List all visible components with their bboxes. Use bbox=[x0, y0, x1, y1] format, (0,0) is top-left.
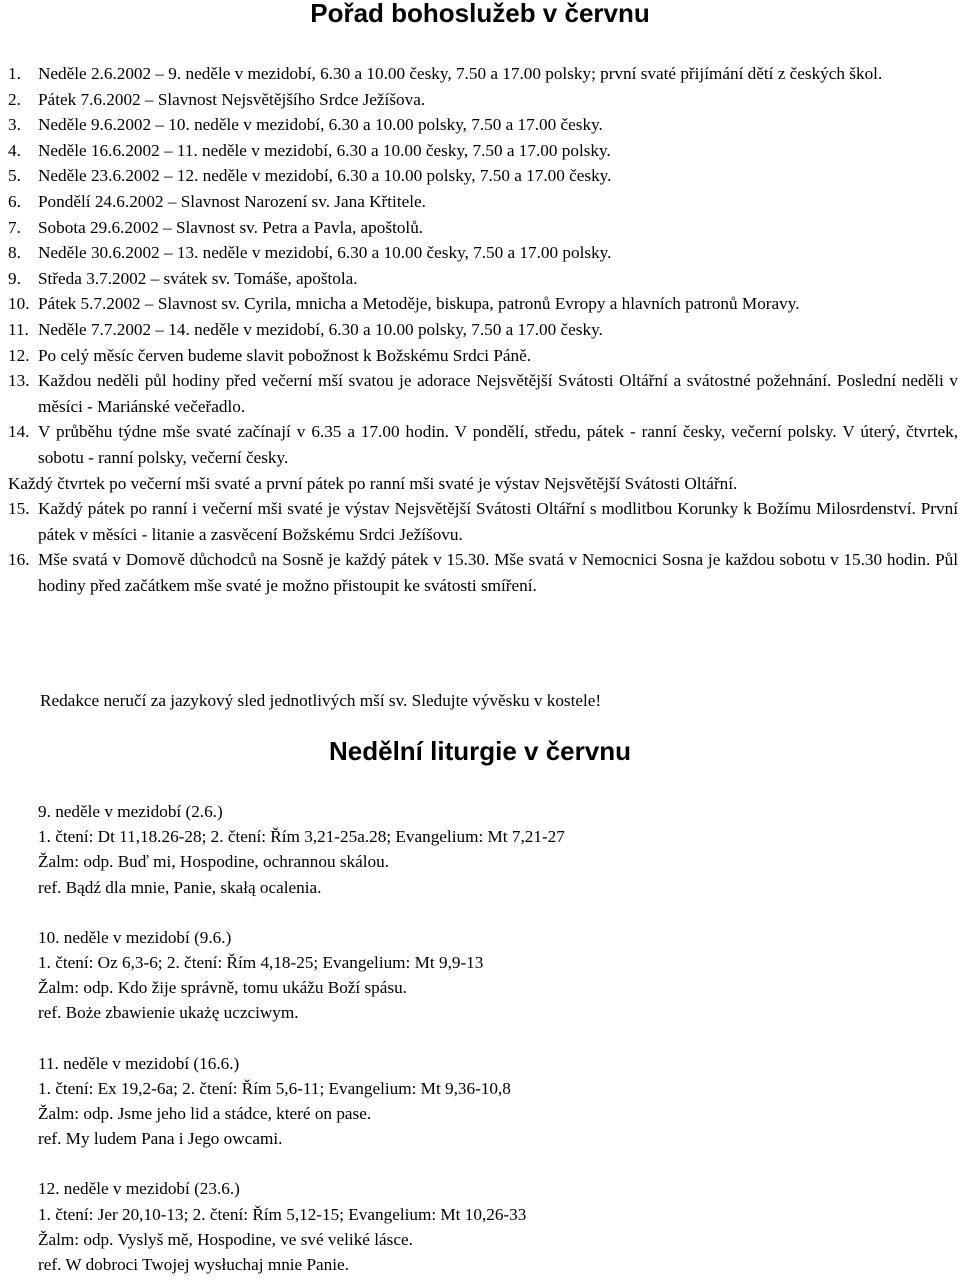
item-number: 5. bbox=[8, 166, 21, 186]
liturgy-sunday bbox=[38, 799, 565, 900]
schedule-item bbox=[8, 291, 958, 317]
item-text: Každou neděli půl hodiny před večerní mší svatou je adorace Nejsvětější Svátosti Oltářní a svátostné požehnání. Poslední neděli v měsíci - Mariánské večeřadlo. bbox=[38, 371, 958, 416]
schedule-item bbox=[8, 547, 958, 598]
liturgy-head: 9. neděle v mezidobí (2.6.) bbox=[38, 802, 223, 821]
item-number: 8. bbox=[8, 243, 21, 263]
liturgy-readings: 1. čtení: Ex 19,2-6a; 2. čtení: Řím 5,6-11; Evangelium: Mt 9,36-10,8 bbox=[38, 1078, 511, 1098]
item-text: Středa 3.7.2002 – svátek sv. Tomáše, apoštola. bbox=[38, 268, 358, 288]
schedule-item bbox=[8, 419, 958, 470]
item-number: 11. bbox=[8, 319, 29, 339]
schedule-item bbox=[8, 317, 958, 343]
item-text: Pátek 5.7.2002 – Slavnost sv. Cyrila, mnicha a Metoděje, biskupa, patronů Evropy a hlavních patronů Moravy. bbox=[38, 294, 800, 314]
item-number: 7. bbox=[8, 217, 21, 237]
liturgy-list bbox=[38, 799, 565, 1277]
item-number: 2. bbox=[8, 89, 21, 109]
liturgy-sunday bbox=[38, 925, 565, 1026]
schedule-item bbox=[8, 61, 958, 87]
disclaimer: Redakce neručí za jazykový sled jednotlivých mší sv. Sledujte vývěsku v kostele! bbox=[40, 691, 602, 710]
schedule-item bbox=[8, 266, 958, 292]
item-number: 15. bbox=[8, 499, 30, 519]
item-text: Každý pátek po ranní i večerní mši svaté je výstav Nejsvětější Svátosti Oltářní s modlitbou Korunky k Božímu Milosrdenství. První pátek v měsíci - litanie a zasvěcení Božskému Srdci Ježíšovu. bbox=[38, 499, 958, 544]
item-text: Neděle 30.6.2002 – 13. neděle v mezidobí, 6.30 a 10.00 česky, 7.50 a 17.00 polsky. bbox=[38, 243, 612, 263]
liturgy-ref: ref. Boże zbawienie ukażę uczciwym. bbox=[38, 1003, 299, 1023]
liturgy-psalm: Žalm: odp. Jsme jeho lid a stádce, které on pase. bbox=[38, 1104, 372, 1124]
schedule-item bbox=[8, 112, 958, 138]
liturgy-psalm: Žalm: odp. Buď mi, Hospodine, ochrannou skálou. bbox=[38, 852, 390, 872]
item-number: 14. bbox=[8, 422, 30, 442]
liturgy-head: 10. neděle v mezidobí (9.6.) bbox=[38, 927, 232, 947]
item-text: Pátek 7.6.2002 – Slavnost Nejsvětějšího Srdce Ježíšova. bbox=[38, 89, 426, 109]
schedule-item bbox=[8, 343, 958, 369]
item-number: 16. bbox=[8, 550, 30, 570]
schedule-item bbox=[8, 163, 958, 189]
item-text: Mše svatá v Domově důchodců na Sosně je každý pátek v 15.30. Mše svatá v Nemocnici Sosna je každou sobotu v 15.30 hodin. Půl hodiny před začátkem mše svaté je možno přistoupit ke svátosti smíření. bbox=[38, 550, 958, 595]
liturgy-head: 11. neděle v mezidobí (16.6.) bbox=[38, 1053, 240, 1073]
item-number: 6. bbox=[8, 191, 21, 211]
item-text: Neděle 9.6.2002 – 10. neděle v mezidobí, 6.30 a 10.00 polsky, 7.50 a 17.00 česky. bbox=[38, 115, 603, 135]
item-number: 4. bbox=[8, 140, 21, 160]
schedule-item bbox=[8, 138, 958, 164]
liturgy-head: 12. neděle v mezidobí (23.6.) bbox=[38, 1179, 240, 1199]
schedule-item bbox=[8, 215, 958, 241]
liturgy-ref: ref. Bądź dla mnie, Panie, skałą ocalenia. bbox=[38, 877, 322, 897]
item-text: Sobota 29.6.2002 – Slavnost sv. Petra a Pavla, apoštolů. bbox=[38, 217, 424, 237]
schedule-item bbox=[8, 368, 958, 419]
liturgy-readings: 1. čtení: Jer 20,10-13; 2. čtení: Řím 5,12-15; Evangelium: Mt 10,26-33 bbox=[38, 1204, 527, 1224]
schedule-item bbox=[8, 240, 958, 266]
item-text: Neděle 16.6.2002 – 11. neděle v mezidobí, 6.30 a 10.00 česky, 7.50 a 17.00 polsky. bbox=[38, 140, 611, 160]
schedule-item bbox=[8, 189, 958, 215]
item-text: Neděle 23.6.2002 – 12. neděle v mezidobí, 6.30 a 10.00 polsky, 7.50 a 17.00 česky. bbox=[38, 166, 612, 186]
liturgy-psalm: Žalm: odp. Kdo žije správně, tomu ukážu Boží spásu. bbox=[38, 978, 407, 998]
item-text: Pondělí 24.6.2002 – Slavnost Narození sv. Jana Křtitele. bbox=[38, 191, 426, 211]
item-number: 9. bbox=[8, 268, 21, 288]
schedule-item bbox=[8, 87, 958, 113]
liturgy-sunday bbox=[38, 1051, 565, 1152]
item-number: 13. bbox=[8, 371, 30, 391]
liturgy-ref: ref. My ludem Pana i Jego owcami. bbox=[38, 1129, 283, 1149]
item-number: 12. bbox=[8, 345, 30, 365]
liturgy-psalm: Žalm: odp. Vyslyš mě, Hospodine, ve své veliké lásce. bbox=[38, 1229, 413, 1249]
item-number: 1. bbox=[8, 64, 21, 83]
liturgy-readings: 1. čtení: Dt 11,18.26-28; 2. čtení: Řím 3,21-25a.28; Evangelium: Mt 7,21-27 bbox=[38, 827, 565, 847]
liturgy-title: Nedělní liturgie v červnu bbox=[329, 736, 631, 766]
schedule-item bbox=[8, 496, 958, 547]
item-text: Neděle 2.6.2002 – 9. neděle v mezidobí, 6.30 a 10.00 česky, 7.50 a 17.00 polsky; první svaté přijímání dětí z českých škol. bbox=[38, 64, 883, 83]
item-text: Neděle 7.7.2002 – 14. neděle v mezidobí, 6.30 a 10.00 polsky, 7.50 a 17.00 česky. bbox=[38, 319, 603, 339]
schedule-list bbox=[8, 61, 958, 598]
item-text: V průběhu týdne mše svaté začínají v 6.35 a 17.00 hodin. V pondělí, středu, pátek - ranní česky, večerní polsky. V úterý, čtvrtek, sobotu - ranní polsky, večerní česky. bbox=[38, 422, 958, 467]
item-text: Po celý měsíc červen budeme slavit pobožnost k Božskému Srdci Páně. bbox=[38, 345, 532, 365]
liturgy-sunday bbox=[38, 1176, 565, 1277]
item-number: 3. bbox=[8, 115, 21, 135]
thursday-note: Každý čtvrtek po večerní mši svaté a první pátek po ranní mši svaté je výstav Nejsvětější Svátosti Oltářní. bbox=[8, 473, 738, 493]
page-title: Pořad bohoslužeb v červnu bbox=[310, 0, 650, 28]
liturgy-ref: ref. W dobroci Twojej wysłuchaj mnie Panie. bbox=[38, 1255, 349, 1275]
liturgy-readings: 1. čtení: Oz 6,3-6; 2. čtení: Řím 4,18-25; Evangelium: Mt 9,9-13 bbox=[38, 953, 484, 973]
item-number: 10. bbox=[8, 294, 30, 314]
